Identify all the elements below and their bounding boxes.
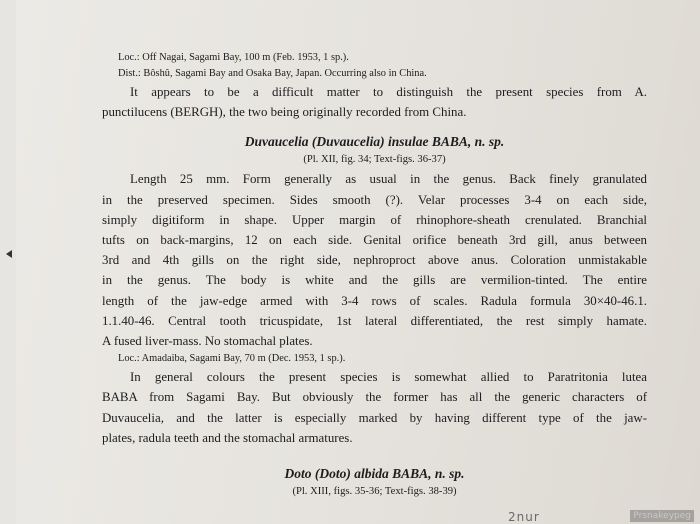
distribution-line: Dist.: Bôshû, Sagami Bay and Osaka Bay, Japan. Occurring also in China. (118, 68, 427, 79)
text-line: simply digitiform in shape. Upper margin of rhinophore-sheath crenulated. Branchial (102, 212, 647, 227)
text-column (102, 50, 647, 501)
filename-tag: Prsnakeypeg (630, 510, 694, 522)
text-line: In general colours the present species is somewhat allied to Paratritonia lutea (130, 370, 647, 385)
species-heading-1: Duvaucelia (Duvaucelia) insulae BABA, n. sp. (244, 134, 505, 150)
species-heading-2: Doto (Doto) albida BABA, n. sp. (284, 466, 465, 482)
text-line: length of the jaw-edge armed with 3-4 rows of scales. Radula formula 30×40-46.1. (102, 293, 647, 308)
text-line: A fused liver-mass. No stomachal plates. (102, 334, 313, 349)
previous-page-arrow-icon[interactable] (6, 250, 12, 258)
plate-reference-2: (Pl. XIII, figs. 35-36; Text-figs. 38-39) (292, 486, 457, 498)
text-line: punctilucens (BERGH), the two being originally recorded from China. (102, 105, 467, 120)
text-line: 1.1.40-46. Central tooth tricuspidate, 1st lateral differentiated, the rest simply hamate. (102, 313, 647, 328)
plate-reference-1: (Pl. XII, fig. 34; Text-figs. 36-37) (303, 154, 446, 166)
text-line: tufts on back-margins, 12 on each side. Genital orifice beneath 3rd gill, anus between (102, 233, 647, 248)
text-line: It appears to be a difficult matter to distinguish the present species from A. (130, 85, 647, 99)
species-remarks (102, 367, 647, 448)
species-description (102, 169, 647, 351)
scanned-page (16, 0, 700, 524)
text-line: BABA from Sagami Bay. But obviously the former has all the generic characters of (102, 390, 647, 405)
text-line: in the genus. The body is white and the gills are vermilion-tinted. The entire (102, 273, 647, 288)
locality-line-1: Loc.: Off Nagai, Sagami Bay, 100 m (Feb. 1953, 1 sp.). (118, 52, 349, 63)
text-line: Length 25 mm. Form generally as usual in the genus. Back finely granulated (130, 172, 647, 187)
paragraph-intro (102, 82, 647, 122)
viewer-left-margin (0, 0, 17, 524)
cropped-text: 2nur (508, 510, 540, 524)
locality-line-2: Loc.: Amadaiba, Sagami Bay, 70 m (Dec. 1953, 1 sp.). (118, 353, 346, 365)
text-line: Duvaucelia, and the latter is especially marked by having different type of the jaw- (102, 410, 647, 425)
text-line: 3rd and 4th gills on the right side, nephroproct above anus. Coloration unmistakable (102, 253, 647, 268)
text-line: plates, radula teeth and the stomachal armatures. (102, 430, 353, 445)
text-line: in the preserved specimen. Sides smooth (?). Velar processes 3-4 on each side, (102, 192, 647, 207)
